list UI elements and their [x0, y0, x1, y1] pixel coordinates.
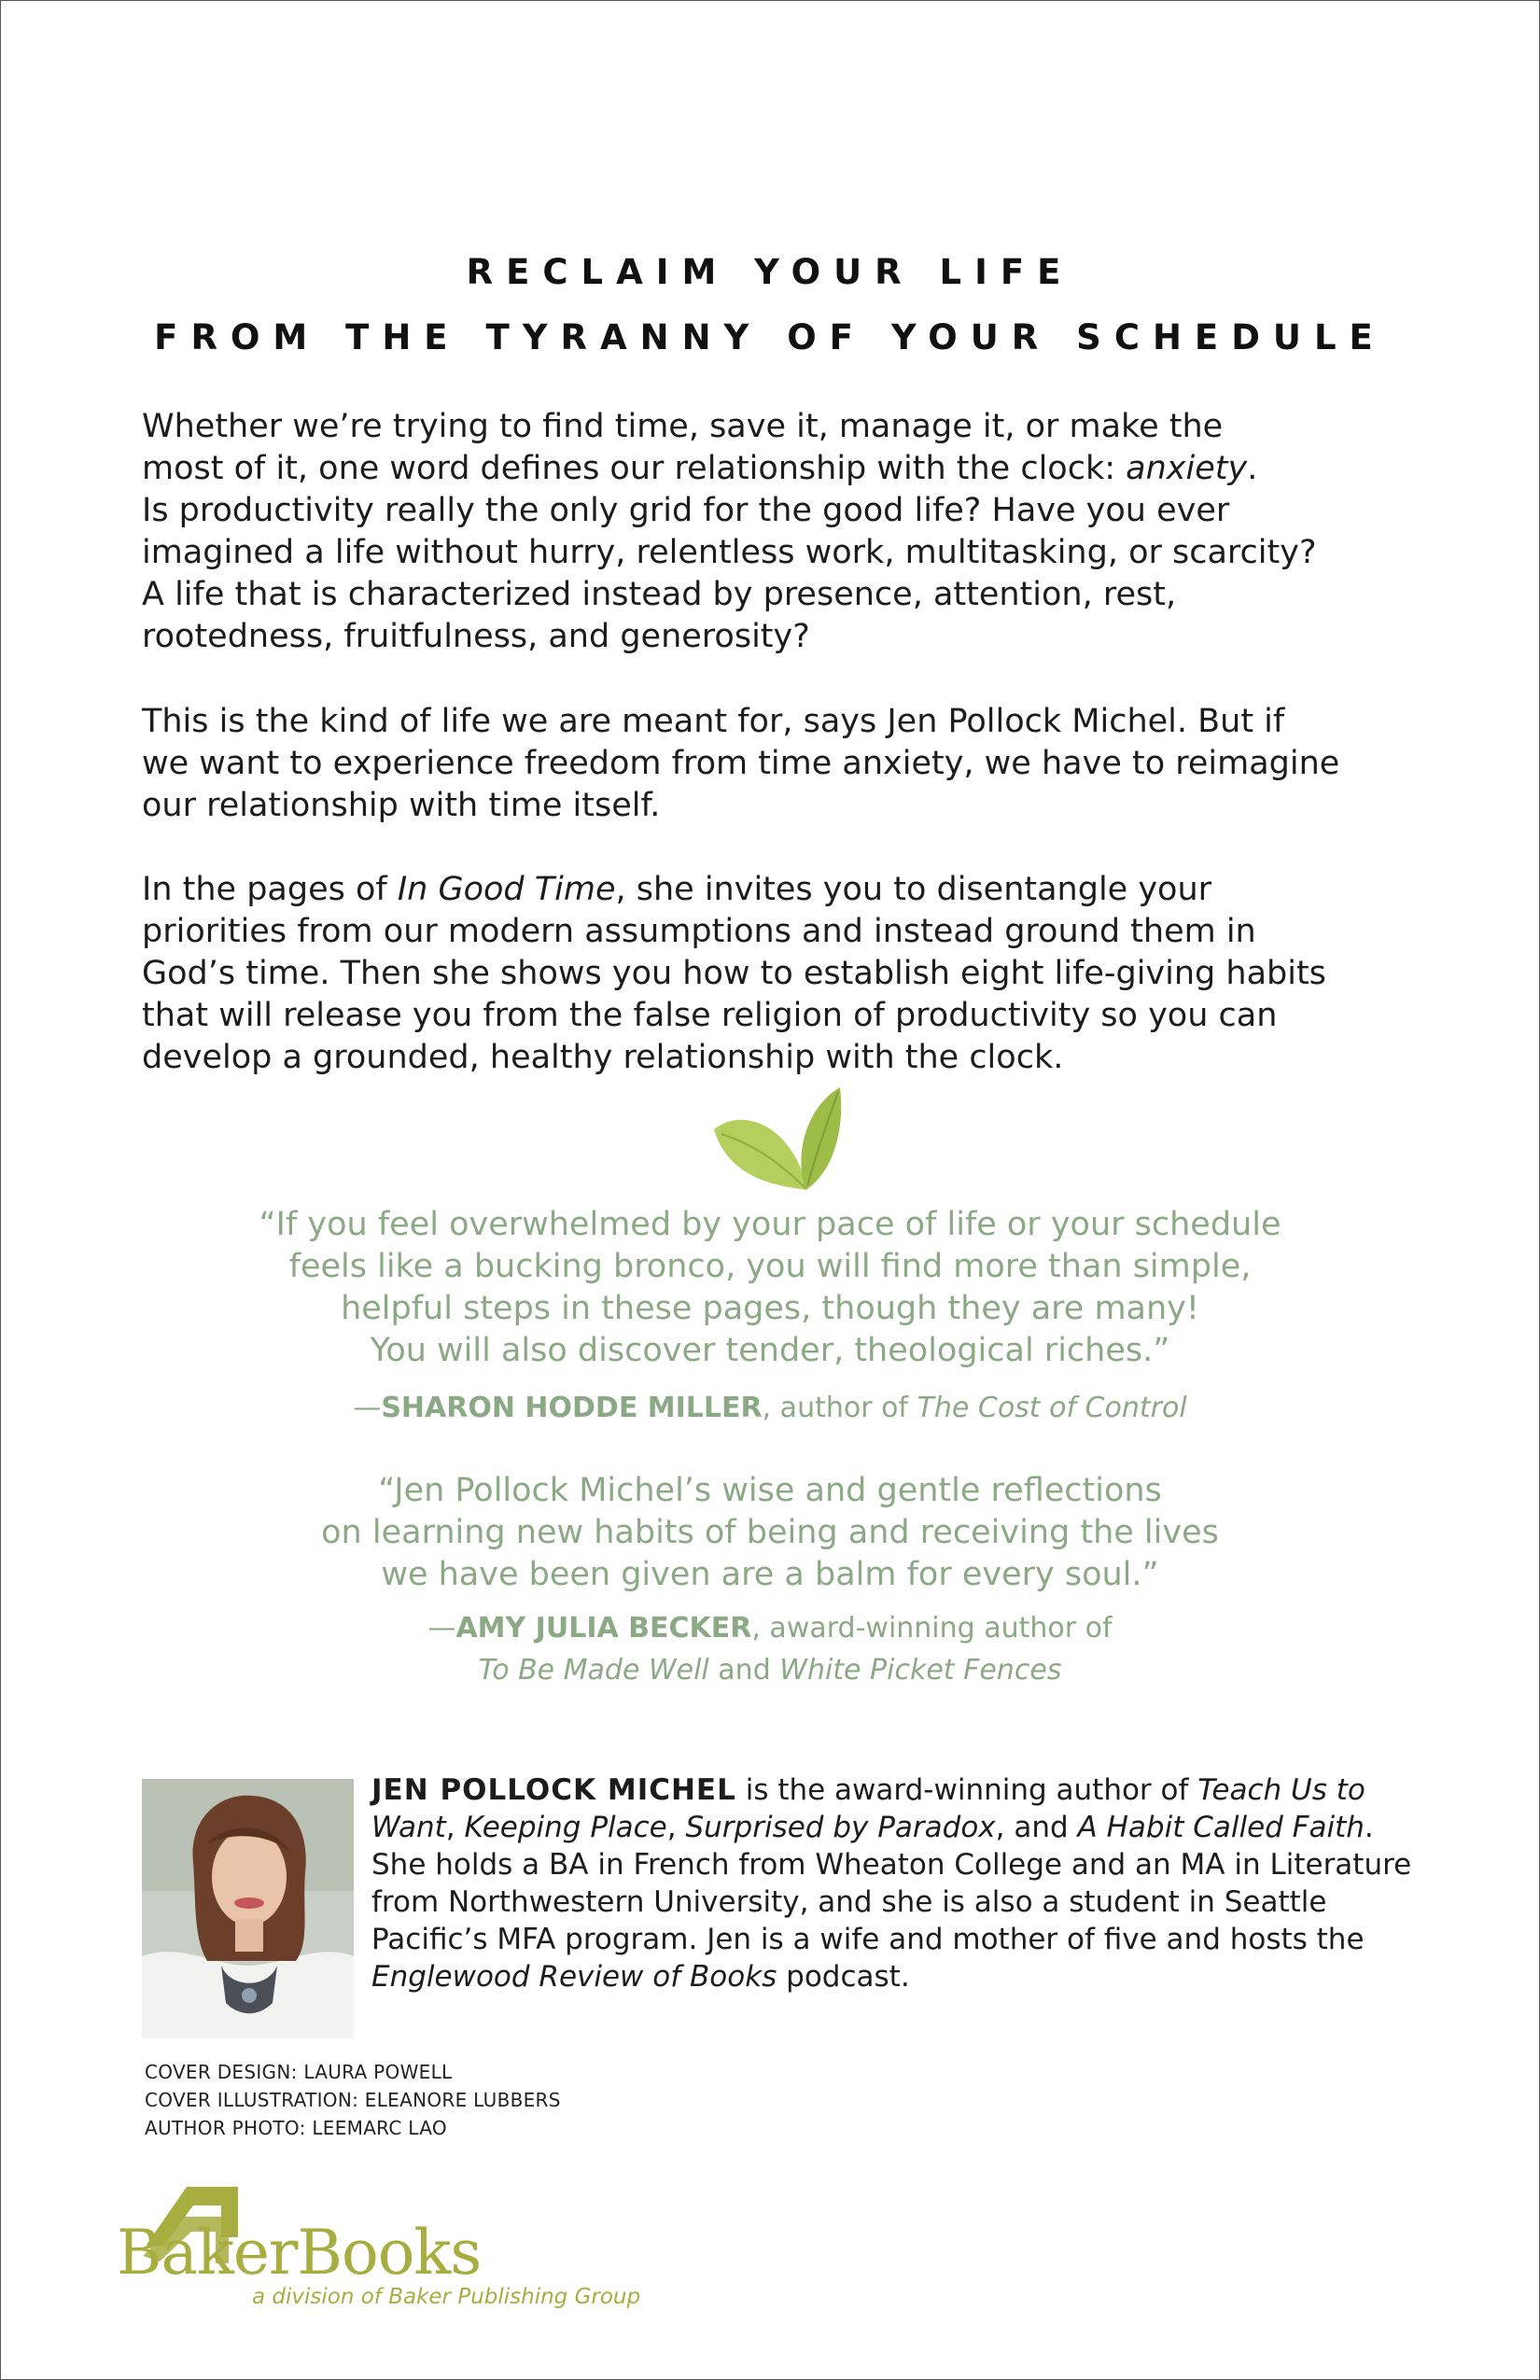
paragraph-3-text-a: In the pages of [142, 871, 398, 908]
description-paragraph-3 [142, 869, 1449, 1079]
paragraph-3-text-b: , she invites you to disentangle your priorities from our modern assumptions and instead ground them in God’s time. Then she shows you how to establish eight life-giving habits that will release you from the false religion of productivity so you can develop a grounded, healthy relationship with the clock. [142, 871, 1326, 1076]
quote-line: You will also discover tender, theological riches.” [370, 1332, 1170, 1369]
credit-line: COVER DESIGN: LAURA POWELL [145, 2061, 453, 2083]
paragraph-1-text-b: . Is productivity really the only grid for the good life? Have you ever imagined a life without hurry, relentless work, multitasking, or scarcity? A life that is characterized instead by presence, attention, rest, rootedness, fruitfulness, and generosity? [142, 450, 1317, 655]
description-paragraph-1 [142, 406, 1449, 658]
book-title-emphasis: In Good Time [397, 871, 616, 908]
quote-line: feels like a bucking bronco, you will find more than simple, [288, 1248, 1252, 1285]
endorsement-quote-2 [0, 1470, 1540, 1596]
headline-line-1: RECLAIM YOUR LIFE [466, 252, 1074, 292]
bio-text: , and [995, 1811, 1078, 1844]
attribution-dash: — [353, 1392, 382, 1424]
conjunction: and [708, 1654, 780, 1687]
author-bio [371, 1771, 1435, 1995]
endorsement-quote-1 [0, 1204, 1540, 1372]
quote-line: helpful steps in these pages, though they are many! [341, 1290, 1199, 1327]
endorser-role: , author of [762, 1392, 917, 1424]
bio-book-title: Teach Us to Want [371, 1773, 1365, 1844]
bio-text: is the award-winning author of [735, 1773, 1198, 1807]
publisher-tagline: a division of Baker Publishing Group [252, 2285, 641, 2309]
paragraph-1-text-a: Whether we’re trying to find time, save it, manage it, or make the most of it, one word defines our relationship with the clock: [142, 408, 1224, 487]
endorser-book: To Be Made Well [478, 1654, 709, 1687]
quote-line: “If you feel overwhelmed by your pace of life or your schedule [259, 1206, 1281, 1243]
quote-line: we have been given are a balm for every soul.” [381, 1556, 1159, 1593]
publisher-name: BakerBooks [117, 2217, 482, 2289]
author-photo [142, 1779, 354, 2038]
bio-text: , [666, 1811, 686, 1844]
leaves-icon [705, 1087, 845, 1195]
bio-book-title: Keeping Place [464, 1811, 667, 1844]
cover-credits [145, 2058, 561, 2142]
endorser-name: AMY JULIA BECKER [455, 1612, 752, 1645]
endorsement-attribution-1 [0, 1387, 1540, 1429]
bio-book-title: Surprised by Paradox [685, 1811, 996, 1844]
attribution-dash: — [427, 1612, 456, 1645]
bio-podcast-title: Englewood Review of Books [371, 1960, 777, 1994]
author-name: JEN POLLOCK MICHEL [371, 1773, 736, 1807]
credit-line: AUTHOR PHOTO: LEEMARC LAO [145, 2117, 447, 2139]
description-paragraph-2: This is the kind of life we are meant for, says Jen Pollock Michel. But if we want to experience freedom from time anxiety, we have to reimagine our relationship with time itself. [142, 703, 1340, 824]
bio-text: podcast. [777, 1960, 910, 1994]
headline-line-2: FROM THE TYRANNY OF YOUR SCHEDULE [154, 317, 1386, 357]
endorser-book: The Cost of Control [917, 1392, 1187, 1424]
credit-line: COVER ILLUSTRATION: ELEANORE LUBBERS [145, 2089, 561, 2111]
bio-text: . She holds a BA in French from Wheaton College and an MA in Literature from Northwestern University, and she is also a student in Seattle Pacific’s MFA program. Jen is a wife and mother of five and hosts the [371, 1811, 1412, 1956]
endorsement-attribution-2 [0, 1607, 1540, 1691]
endorser-name: SHARON HODDE MILLER [381, 1392, 763, 1424]
paragraph-1-emphasis: anxiety [1126, 450, 1248, 487]
quote-line: “Jen Pollock Michel’s wise and gentle reflections [378, 1472, 1162, 1509]
bio-text: , [445, 1811, 465, 1844]
endorser-role: , award-winning author of [751, 1612, 1113, 1645]
bio-book-title: A Habit Called Faith [1077, 1811, 1365, 1844]
endorser-book: White Picket Fences [779, 1654, 1062, 1687]
quote-line: on learning new habits of being and receiving the lives [321, 1514, 1219, 1551]
